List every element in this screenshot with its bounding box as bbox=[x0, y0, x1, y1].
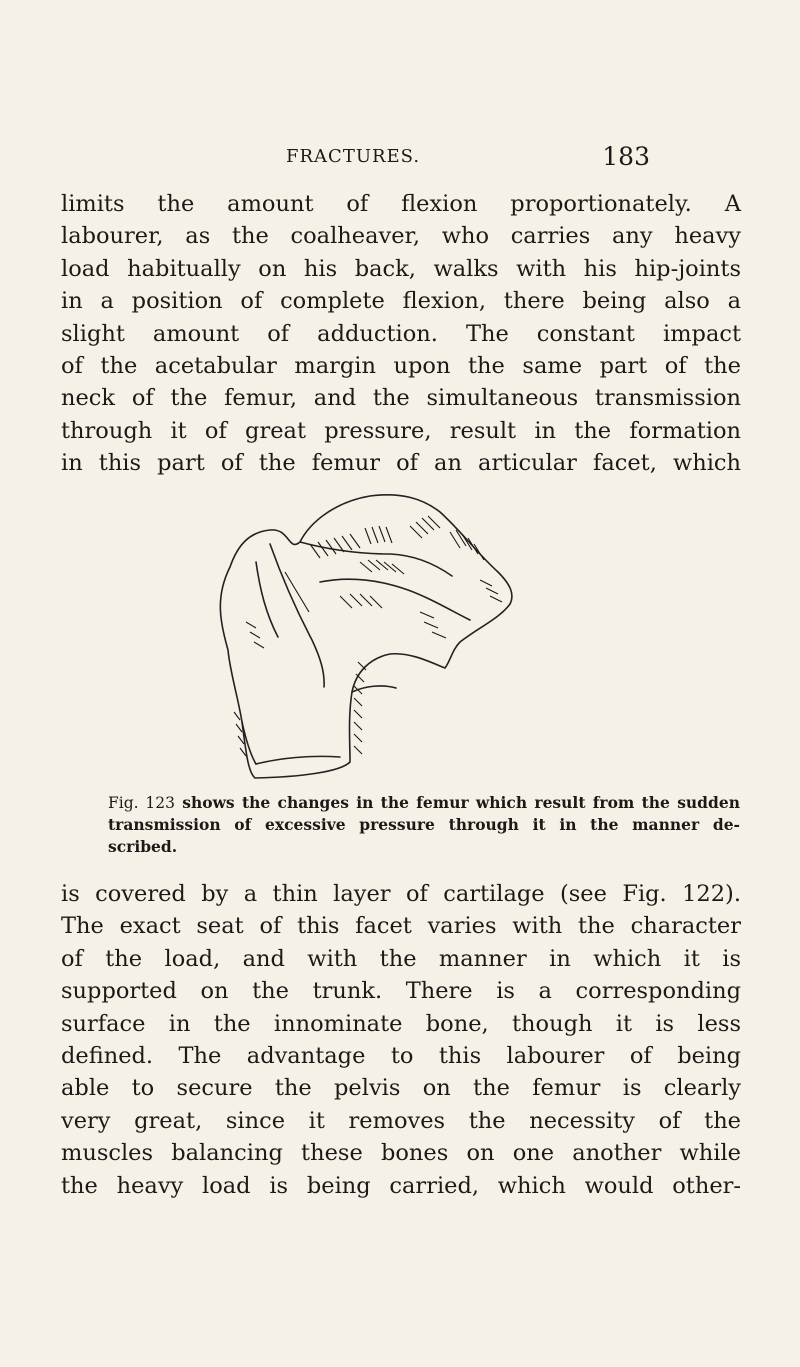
text-line: muscles balancing these bones on one another while bbox=[61, 1140, 741, 1167]
text-line: labourer, as the coalheaver, who carries any heavy bbox=[61, 223, 741, 250]
text-line: very great, since it removes the necessity of the bbox=[61, 1107, 741, 1134]
text-line: surface in the innominate bone, though it is less bbox=[61, 1010, 741, 1037]
text-line: supported on the trunk. There is a corresponding bbox=[61, 978, 741, 1005]
text-line: load habitually on his back, walks with his hip-joints bbox=[61, 255, 741, 282]
text-line: neck of the femur, and the simultaneous transmission bbox=[61, 385, 741, 412]
text-line: is covered by a thin layer of cartilage (see Fig. 122). bbox=[61, 881, 741, 907]
text-line: The exact seat of this facet varies with the character bbox=[61, 913, 741, 940]
caption-line bbox=[108, 792, 740, 814]
text-line: slight amount of adduction. The constant impact bbox=[61, 320, 741, 347]
page-number: 183 bbox=[602, 142, 650, 171]
running-head: FRACTURES. bbox=[286, 146, 421, 167]
text-line: of the load, and with the manner in which it is bbox=[61, 945, 741, 972]
figure-label: Fig. 123 bbox=[108, 794, 175, 812]
text-line: in a position of complete flexion, there being also a bbox=[61, 288, 741, 315]
text-line: limits the amount of flexion proportionately. A bbox=[61, 191, 741, 217]
caption-line: transmission of excessive pressure through it in the manner de- bbox=[108, 815, 740, 834]
figure-caption bbox=[108, 792, 740, 858]
text-line: of the acetabular margin upon the same part of the bbox=[61, 353, 741, 380]
text-line: defined. The advantage to this labourer of being bbox=[61, 1043, 741, 1070]
text-line: in this part of the femur of an articular facet, which bbox=[61, 450, 741, 477]
caption-text: shows the changes in the femur which result from the sudden bbox=[174, 793, 740, 812]
text-line: able to secure the pelvis on the femur is clearly bbox=[61, 1075, 741, 1102]
paragraph-1 bbox=[61, 188, 741, 480]
femur-outline bbox=[220, 495, 512, 778]
caption-line: scribed. bbox=[108, 837, 178, 856]
paragraph-2 bbox=[61, 878, 741, 1202]
femur-illustration bbox=[160, 472, 530, 790]
text-line: the heavy load is being carried, which would other- bbox=[61, 1172, 741, 1199]
text-line: through it of great pressure, result in the formation bbox=[61, 417, 741, 444]
